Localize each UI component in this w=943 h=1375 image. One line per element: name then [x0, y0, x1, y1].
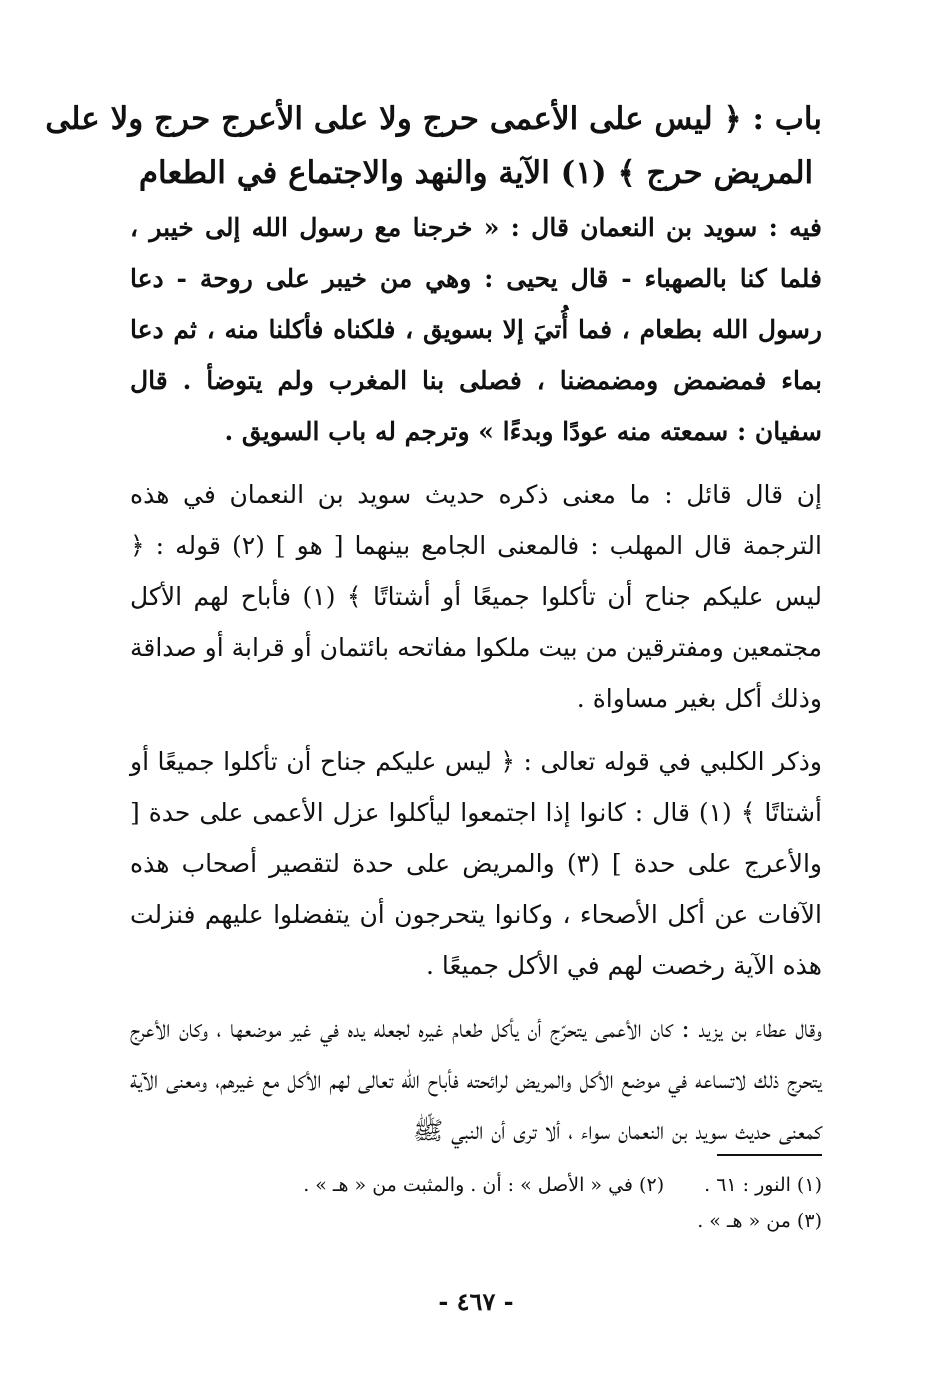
commentary-paragraph-ata: وقال عطاء بن يزيد : كان الأعمى يتحرّج أن يأكل طعام غيره لجعله يده في غير موضعها ، وكان الأعرج يتحرج ذلك لاتساعه في موضع الأكل والمريض لرائحته فأباح الله تعالى لهم الأكل مع غيرهم، ومعنى الآية كمعنى حديث سويد بن النعمان سواء ، ألا ترى أن النبي ﷺ [130, 1014, 822, 1145]
page-number: - ٤٦٧ - [438, 1287, 514, 1316]
footnote-row-1 [130, 1167, 822, 1203]
footnote-divider [717, 1154, 822, 1156]
footnote-2: (٢) في « الأصل » : أن . والمثبت من « هـ » . [303, 1174, 665, 1196]
footnote-row-2 [130, 1203, 822, 1239]
chapter-title-line-1: باب : ﴿ ليس على الأعمى حرج ولا على الأعرج حرج ولا على [45, 101, 822, 137]
commentary-paragraph-kalbi: وذكر الكلبي في قوله تعالى : ﴿ ليس عليكم جناح أن تأكلوا جميعًا أو أشتاتًا ﴾ (١) قال : كانوا إذا اجتمعوا ليأكلوا عزل الأعمى على حدة [ والأعرج على حدة ] (٣) والمريض على حدة لتقصير أصحاب هذه الآفات عن أكل الأصحاء ، وكانوا يتحرجون أن يتفضلوا عليهم فنزلت هذه الآية رخصت لهم في الأكل جميعًا . [130, 747, 822, 980]
chapter-title [45, 92, 822, 200]
footnote-3: (٣) من « هـ » . [697, 1210, 822, 1232]
commentary-paragraph-muhallab: إن قال قائل : ما معنى ذكره حديث سويد بن النعمان في هذه الترجمة قال المهلب : فالمعنى الجامع بينهما [ هو ] (٢) قوله : ﴿ ليس عليكم جناح أن تأكلوا جميعًا أو أشتاتًا ﴾ (١) فأباح لهم الأكل مجتمعين ومفترقين من بيت ملكوا مفاتحه بائتمان أو قرابة أو صداقة وذلك أكل بغير مساواة . [130, 480, 822, 713]
chapter-title-line-2: المريض حرج ﴾ (١) الآية والنهد والاجتماع في الطعام [138, 155, 814, 191]
footnote-1: (١) النور : ٦١ . [704, 1174, 822, 1196]
hadith-paragraph: فيه : سويد بن النعمان قال : « خرجنا مع رسول الله إلى خيبر ، فلما كنا بالصهباء - قال يحيى : وهي من خيبر على روحة - دعا رسول الله بطعام ، فما أُتيَ إلا بسويق ، فلكناه فأكلنا منه ، ثم دعا بماء فمضمض ومضمضنا ، فصلى بنا المغرب ولم يتوضأ . قال سفيان : سمعته منه عودًا وبدءًا » وترجم له باب السويق . [130, 213, 822, 446]
book-page [45, 92, 822, 1352]
footnotes [130, 1167, 822, 1239]
